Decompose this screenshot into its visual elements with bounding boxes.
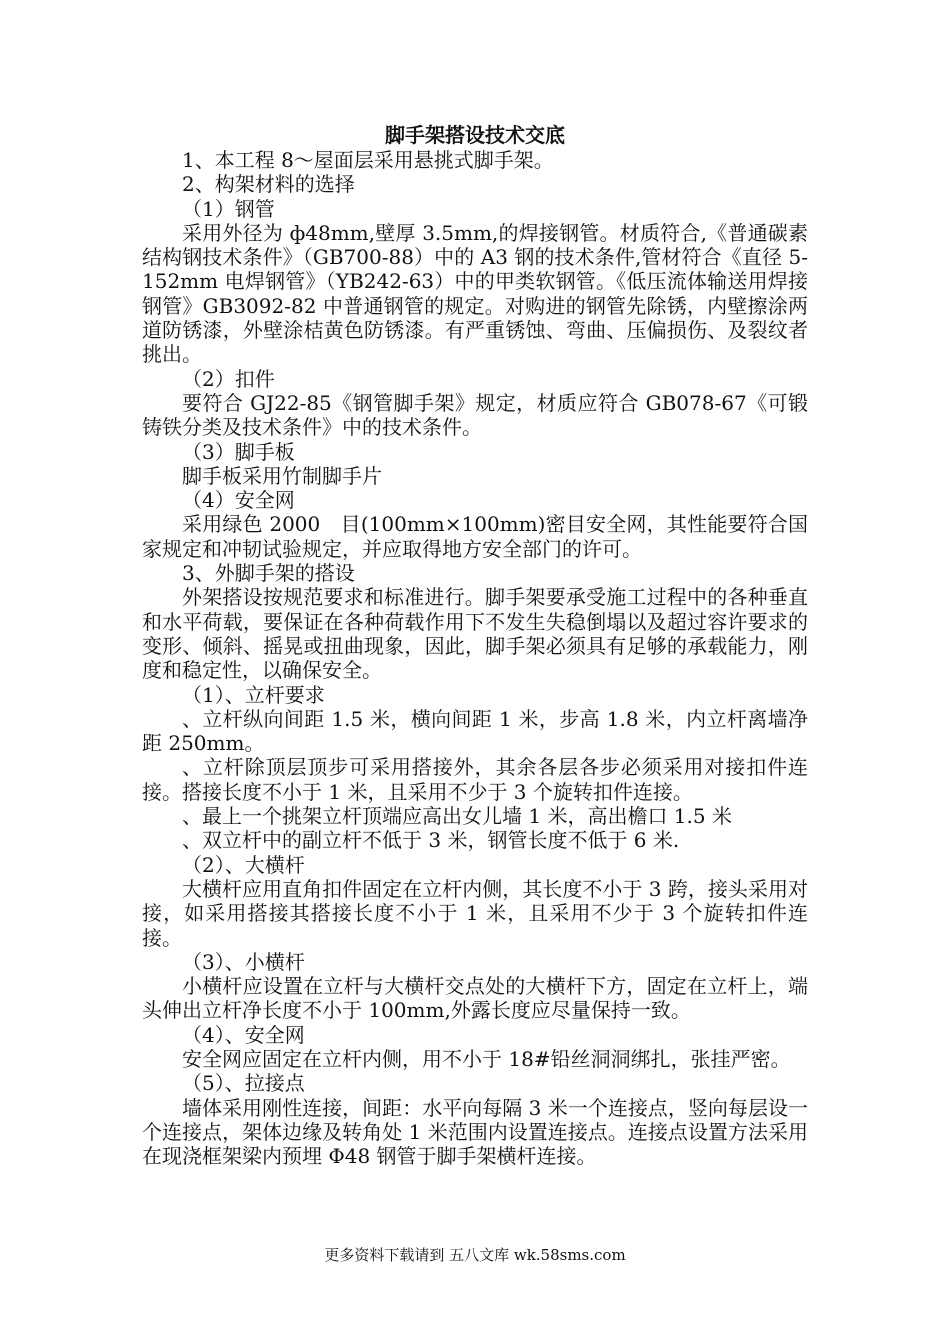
paragraph: 、立杆除顶层顶步可采用搭接外，其余各层各步必须采用对接扣件连接。搭接长度不小于 1 米，且采用不少于 3 个旋转扣件连接。 xyxy=(142,755,808,804)
paragraph: 外架搭设按规范要求和标准进行。脚手架要承受施工过程中的各种垂直和水平荷载，要保证在各种荷载作用下不发生失稳倒塌以及超过容许要求的变形、倾斜、摇晃或扭曲现象，因此，脚手架必须具有足够的承载能力，刚度和稳定性，以确保安全。 xyxy=(142,585,808,683)
paragraph: 采用外径为 ф48mm,壁厚 3.5mm,的焊接钢管。材质符合,《普通碳素结构钢技术条件》（GB700-88）中的 A3 钢的技术条件,管材符合《直径 5-152mm 电焊钢管》（YB242-63）中的甲类软钢管。《低压流体输送用焊接钢管》GB3092-82 中普通钢管的规定。对购进的钢管先除锈，内壁擦涂两道防锈漆，外壁涂桔黄色防锈漆。有严重锈蚀、弯曲、压偏损伤、及裂纹者挑出。 xyxy=(142,220,808,367)
subsection-heading: （2）、大横杆 xyxy=(182,852,305,877)
paragraph: 1、本工程 8～屋面层采用悬挑式脚手架。 xyxy=(182,148,554,172)
paragraph: 安全网应固定在立杆内侧，用不小于 18#铅丝洞洞绑扎，张挂严密。 xyxy=(182,1046,791,1071)
paragraph: 脚手板采用竹制脚手片 xyxy=(182,463,382,488)
subsection-heading: （3）脚手板 xyxy=(182,439,295,464)
subsection-heading: （1）、立杆要求 xyxy=(182,682,325,707)
subsection-heading: （5）、拉接点 xyxy=(182,1071,305,1096)
subsection-heading: （1）钢管 xyxy=(182,196,275,221)
footer-text: 更多资料下载请到 五八文库 wk.58sms.com xyxy=(324,1246,626,1264)
subsection-heading: （4）、安全网 xyxy=(182,1022,305,1047)
paragraph: 、最上一个挑架立杆顶端应高出女儿墙 1 米，高出檐口 1.5 米 xyxy=(182,804,732,829)
paragraph: 小横杆应设置在立杆与大横杆交点处的大横杆下方，固定在立杆上，端头伸出立杆净长度不小于 100mm,外露长度应尽量保持一致。 xyxy=(142,974,808,1023)
section-heading: 2、构架材料的选择 xyxy=(182,172,355,197)
paragraph: 采用绿色 2000 目(100mm×100mm)密目安全网，其性能要符合国家规定和冲韧试验规定，并应取得地方安全部门的许可。 xyxy=(142,512,808,561)
subsection-heading: （2）扣件 xyxy=(182,366,275,391)
paragraph: 墙体采用刚性连接，间距：水平向每隔 3 米一个连接点，竖向每层设一个连接点，架体边缘及转角处 1 米范围内设置连接点。连接点设置方法采用在现浇框架梁内预埋 Φ48 钢管于脚手架横杆连接。 xyxy=(142,1095,808,1169)
paragraph: 大横杆应用直角扣件固定在立杆内侧，其长度不小于 3 跨，接头采用对接，如采用搭接其搭接长度不小于 1 米，且采用不少于 3 个旋转扣件连接。 xyxy=(142,876,808,950)
subsection-heading: （3）、小横杆 xyxy=(182,949,305,974)
paragraph: 、立杆纵向间距 1.5 米，横向间距 1 米，步高 1.8 米，内立杆离墙净距 250mm。 xyxy=(142,706,808,756)
document-body xyxy=(142,148,808,1168)
paragraph: 、双立杆中的副立杆不低于 3 米，钢管长度不低于 6 米. xyxy=(182,828,680,853)
section-heading: 3、外脚手架的搭设 xyxy=(182,561,355,586)
paragraph: 要符合 GJ22-85《钢管脚手架》规定，材质应符合 GB078-67《可锻铸铁分类及技术条件》中的技术条件。 xyxy=(142,390,808,440)
document-title: 脚手架搭设技术交底 xyxy=(385,123,565,147)
subsection-heading: （4）安全网 xyxy=(182,488,295,513)
